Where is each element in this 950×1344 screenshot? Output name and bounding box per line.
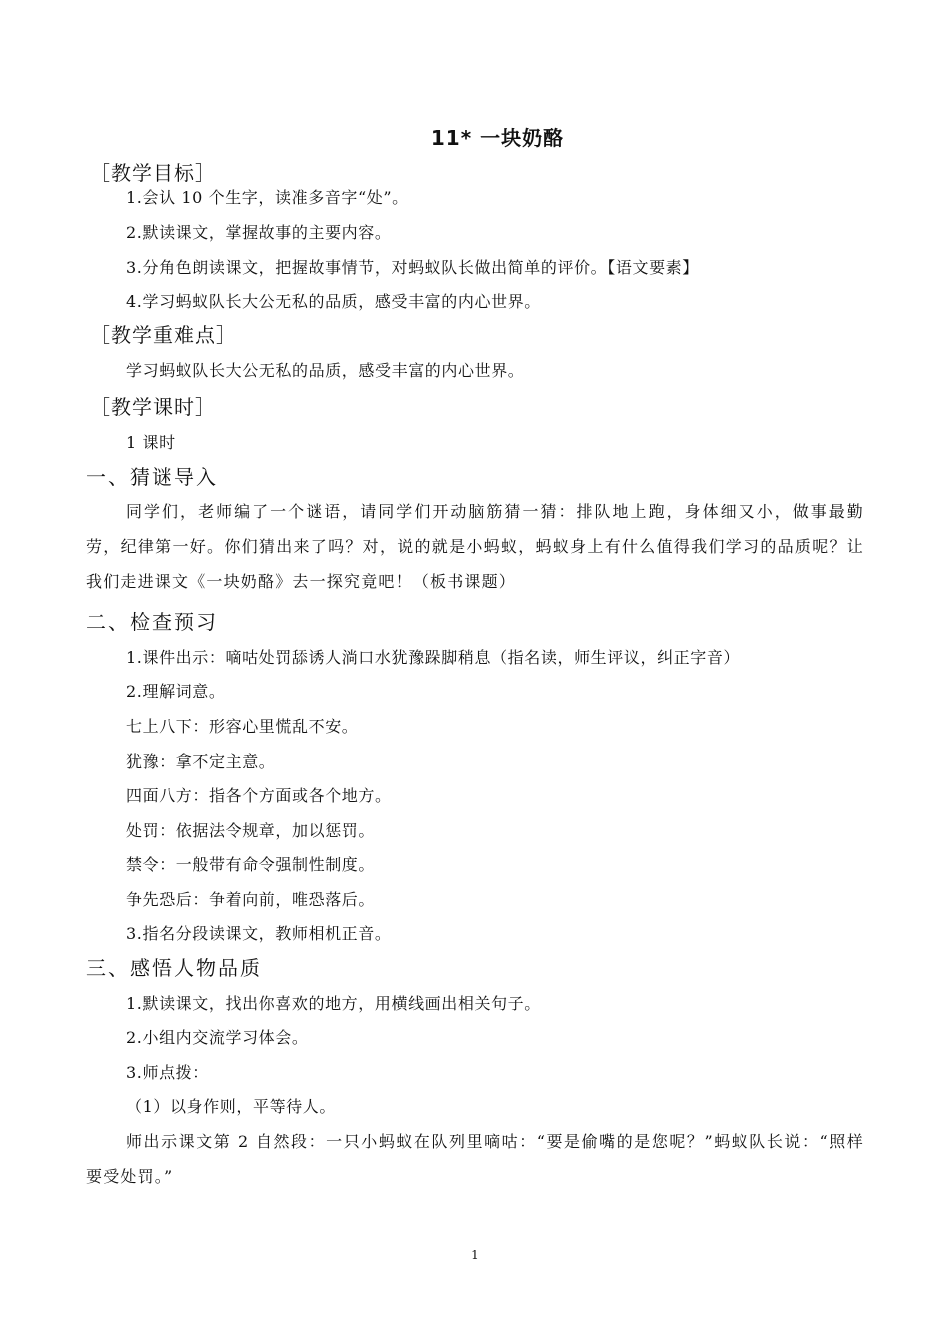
section2-line-7: 禁令：一般带有命令强制性制度。 [126, 855, 376, 874]
section2-line-2: 2.理解词意。 [126, 682, 226, 701]
section3-line-2: 2.小组内交流学习体会。 [126, 1028, 309, 1047]
section1-heading: 一、猜谜导入 [86, 465, 218, 489]
section3-line-3: 3.师点拨： [126, 1063, 209, 1082]
section2-line-4: 犹豫：拿不定主意。 [126, 752, 276, 771]
section3-line-4: （1）以身作则，平等待人。 [126, 1097, 336, 1116]
objective-item-1: 1.会认 10 个生字，读准多音字“处”。 [126, 188, 409, 207]
section2-line-9: 3.指名分段读课文，教师相机正音。 [126, 924, 392, 943]
objectives-heading: ［教学目标］ [90, 161, 216, 185]
objective-item-4: 4.学习蚂蚁队长大公无私的品质，感受丰富的内心世界。 [126, 292, 541, 311]
section2-line-8: 争先恐后：争着向前，唯恐落后。 [126, 890, 376, 909]
section2-line-3: 七上八下：形容心里慌乱不安。 [126, 717, 359, 736]
page-title: 11* 一块奶酪 [430, 126, 565, 150]
objective-item-3: 3.分角色朗读课文，把握故事情节，对蚂蚁队长做出简单的评价。【语文要素】 [126, 258, 699, 277]
periods-text: 1 课时 [126, 433, 176, 452]
section3-line-1: 1.默读课文，找出你喜欢的地方，用横线画出相关句子。 [126, 994, 541, 1013]
objective-item-2: 2.默读课文，掌握故事的主要内容。 [126, 223, 392, 242]
section2-line-1: 1.课件出示：嘀咕处罚舔诱人淌口水犹豫跺脚稍息（指名读，师生评议，纠正字音） [126, 648, 741, 667]
section2-line-5: 四面八方：指各个方面或各个地方。 [126, 786, 392, 805]
periods-heading: ［教学课时］ [90, 395, 216, 419]
section2-line-6: 处罚：依据法令规章，加以惩罚。 [126, 821, 376, 840]
section3-heading: 三、感悟人物品质 [86, 956, 262, 980]
section3-paragraph: 师出示课文第 2 自然段：一只小蚂蚁在队列里嘀咕：“要是偷嘴的是您呢？”蚂蚁队长说：“照样要受处罚。” [86, 1132, 864, 1186]
section1-paragraph: 同学们，老师编了一个谜语，请同学们开动脑筋猜一猜：排队地上跑，身体细又小，做事最勤劳，纪律第一好。你们猜出来了吗？对，说的就是小蚂蚁，蚂蚁身上有什么值得我们学习的品质呢？让我们走进课文《一块奶酪》去一探究竟吧！（板书课题） [86, 502, 864, 591]
section2-heading: 二、检查预习 [86, 610, 218, 634]
key-points-text: 学习蚂蚁队长大公无私的品质，感受丰富的内心世界。 [126, 361, 525, 380]
page-number: 1 [471, 1248, 479, 1262]
key-points-heading: ［教学重难点］ [90, 323, 237, 347]
